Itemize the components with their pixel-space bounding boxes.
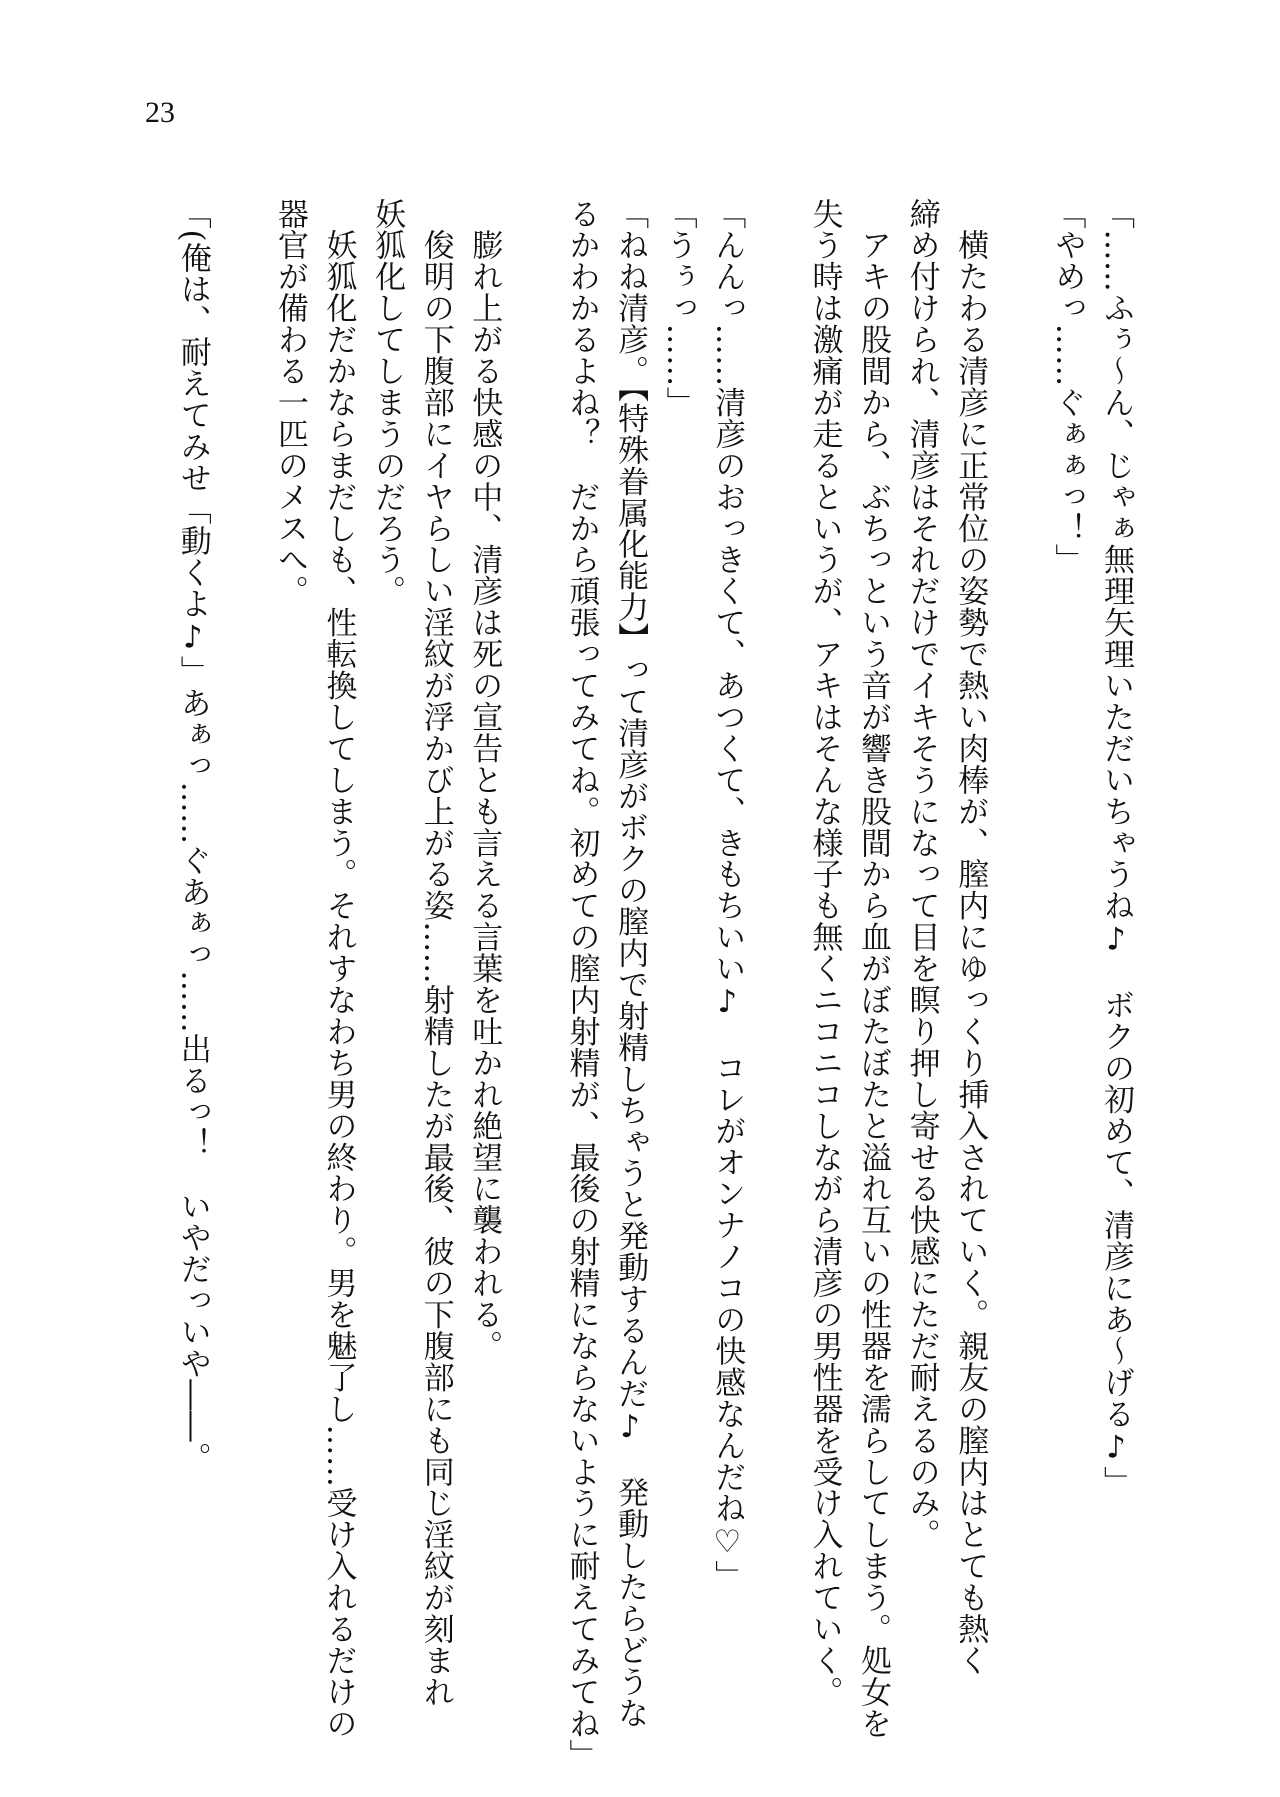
text-line: 「うぅっ……」 — [660, 198, 697, 419]
page-number: 23 — [145, 96, 175, 129]
text-line: 俊明の下腹部にイヤらしい淫紋が浮かび上がる姿……射精したが最後、彼の下腹部にも同じ淫紋が刻まれ — [417, 198, 454, 1708]
text-line: 「ねね清彦。【特殊眷属化能力】って清彦がボクの膣内で射精しちゃうと発動するんだ♪ 発動したらどうな — [612, 198, 649, 1729]
text-line: 横たわる清彦に正常位の姿勢で熱い肉棒が、膣内にゆっくり挿入されていく。親友の膣内はとても熱く — [952, 198, 989, 1677]
text-line: 器官が備わる一匹のメスへ。 — [271, 198, 308, 607]
text-line: 「やめっ……ぐぁぁっ！」 — [1049, 198, 1086, 576]
text-line: 膨れ上がる快感の中、清彦は死の宣告とも言える言葉を吐かれ絶望に襲われる。 — [466, 198, 503, 1362]
text-line — [751, 198, 800, 1668]
text-line: アキの股間から、ぶちっという音が響き股間から血がぼたぼたと溢れ互いの性器を濡らしてしまう。処女を — [855, 198, 892, 1740]
text-line — [508, 198, 557, 1668]
text-line: 「(俺は、耐えてみせ「動くよ♪」あぁっ……ぐあぁっ……出るっ！ いやだっいや――。 — [174, 198, 211, 1474]
text-line: るかわかるよね？ だから頑張ってみてね。初めての膣内射精が、最後の射精にならないように耐えてみてね」 — [563, 198, 600, 1771]
text-line: 「んんっ……清彦のおっきくて、あつくて、きもちいい♪ コレがオンナノコの快感なんだね♡」 — [709, 198, 746, 1592]
text-line: 失う時は激痛が走るというが、アキはそんな様子も無くニコニコしながら清彦の男性器を受け入れていく。 — [806, 198, 843, 1708]
text-line — [217, 198, 266, 1668]
text-line — [994, 198, 1043, 1668]
vertical-body-text — [168, 198, 1140, 1771]
text-line: 妖狐化だかならまだしも、性転換してしまう。それすなわち男の終わり。男を魅了し……受け入れるだけの — [320, 198, 357, 1740]
text-line: 「……ふぅ～ん、じゃぁ無理矢理いただいちゃうね♪ ボクの初めて、清彦にあ～げる♪」 — [1098, 198, 1134, 1498]
text-line: 締め付けられ、清彦はそれだけでイキそうになって目を瞑り押し寄せる快感にただ耐えるのみ。 — [903, 198, 940, 1551]
text-line: 妖狐化してしまうのだろう。 — [369, 198, 406, 607]
